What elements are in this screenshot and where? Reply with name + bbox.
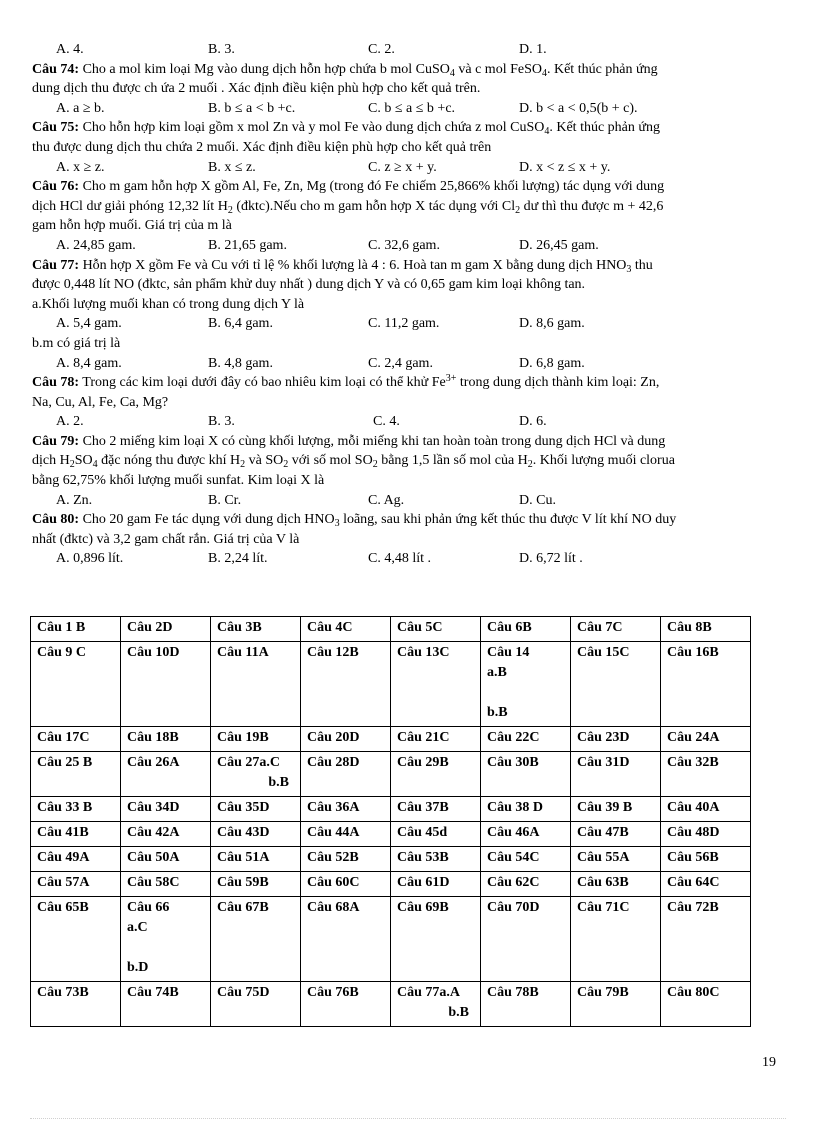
answer-cell: Câu 9 C (31, 642, 121, 727)
question-label: Câu 77: (32, 257, 80, 273)
answer-cell: Câu 33 B (31, 797, 121, 822)
table-row (31, 642, 751, 727)
option-d: D. 6,8 gam. (519, 355, 585, 371)
question-79-line-2: dịch $H_2SO_4$ đặc nóng thu được khí $H_2$ và $SO_2$ với số mol $SO_2$ bằng 1,5 lần số mol của $H_2$. Khối lượng muối clorua (32, 453, 675, 471)
answer-cell: Câu 15C (571, 642, 661, 727)
answer-cell: Câu 52B (301, 847, 391, 872)
answer-cell: Câu 37B (391, 797, 481, 822)
answer-cell: Câu 23D (571, 727, 661, 752)
table-row (31, 872, 751, 897)
question-74-line-2: dung dịch thu được ch ứa 2 muối . Xác định điều kiện phù hợp cho kết quả trên. (32, 81, 481, 97)
answer-cell: Câu 55A (571, 847, 661, 872)
question-80-line-2: nhất (đktc) và 3,2 gam chất rắn. Giá trị của V là (32, 531, 300, 547)
table-row (31, 847, 751, 872)
option-a: A. 8,4 gam. (56, 355, 122, 371)
answer-cell: Câu 45d (391, 822, 481, 847)
question-79-line-1: Câu 79: Cho 2 miếng kim loại X có cùng khối lượng, mỗi miếng khi tan hoàn toàn trong dung dịch HCl và dung (32, 433, 666, 449)
answer-cell: Câu 63B (571, 872, 661, 897)
question-76-line-2: dịch HCl dư giải phóng 12,32 lít $H_2$ (đktc).Nếu cho m gam hỗn hợp X tác dụng với $Cl_2$ dư thì thu được m + 42,6 (32, 198, 664, 216)
answer-cell-multi: Câu 14 a.B b.B (481, 642, 571, 727)
option-a: A. x ≥ z. (56, 159, 105, 175)
table-row (31, 727, 751, 752)
option-c: C. 4,48 lít . (368, 551, 432, 567)
question-77a-options (32, 314, 782, 334)
answer-cell: Câu 39 B (571, 797, 661, 822)
question-77b-options (32, 354, 782, 374)
answer-cell: Câu 22C (481, 727, 571, 752)
answer-cell: Câu 11A (211, 642, 301, 727)
answer-cell: Câu 16B (661, 642, 751, 727)
option-c: C. 4. (373, 414, 400, 430)
option-a: A. Zn. (56, 492, 93, 508)
table-row (31, 797, 751, 822)
answer-cell: Câu 78B (481, 982, 571, 1027)
table-row (31, 897, 751, 982)
option-b: B. 6,4 gam. (208, 316, 273, 332)
answer-cell: Câu 65B (31, 897, 121, 982)
question-label: Câu 78: (32, 375, 80, 391)
answer-cell: Câu 73B (31, 982, 121, 1027)
option-a: A. 5,4 gam. (56, 316, 122, 332)
option-b: B. b ≤ a < b +c. (208, 100, 296, 116)
answer-cell: Câu 1 B (31, 617, 121, 642)
answer-cell: Câu 30B (481, 752, 571, 797)
answer-cell: Câu 58C (121, 872, 211, 897)
answer-cell: Câu 50A (121, 847, 211, 872)
question-label: Câu 80: (32, 512, 80, 528)
answer-cell: Câu 71C (571, 897, 661, 982)
option-c: C. 11,2 gam. (368, 316, 440, 332)
option-b: B. 4,8 gam. (208, 355, 273, 371)
answer-cell: Câu 76B (301, 982, 391, 1027)
answer-cell: Câu 21C (391, 727, 481, 752)
question-75-options (32, 158, 782, 178)
option-d: D. x < z ≤ x + y. (519, 159, 611, 175)
answer-cell: Câu 72B (661, 897, 751, 982)
answer-cell: Câu 13C (391, 642, 481, 727)
prev-question-options (32, 40, 782, 60)
question-77-line-2: được 0,448 lít NO (đktc, sản phẩm khử duy nhất ) dung dịch Y và có 0,65 gam kim loại không tan. (32, 277, 586, 293)
answer-cell: Câu 62C (481, 872, 571, 897)
option-a: A. 4. (56, 42, 84, 57)
question-label: Câu 76: (32, 179, 80, 195)
answer-cell: Câu 41B (31, 822, 121, 847)
question-76-options (32, 236, 782, 256)
answer-cell: Câu 80C (661, 982, 751, 1027)
question-75-line-1: Câu 75: Cho hỗn hợp kim loại gồm x mol Zn và y mol Fe vào dung dịch chứa z mol CuSO$_4$. Kết thúc phản ứng (32, 120, 660, 138)
answer-cell: Câu 43D (211, 822, 301, 847)
answer-cell: Câu 34D (121, 797, 211, 822)
option-a: A. 0,896 lít. (56, 551, 124, 567)
option-c: C. 2,4 gam. (368, 355, 433, 371)
answer-cell: Câu 42A (121, 822, 211, 847)
answer-cell: Câu 36A (301, 797, 391, 822)
answer-cell: Câu 53B (391, 847, 481, 872)
option-d: D. 8,6 gam. (519, 316, 585, 332)
answer-cell: Câu 7C (571, 617, 661, 642)
table-row (31, 822, 751, 847)
answer-cell: Câu 31D (571, 752, 661, 797)
option-c: C. Ag. (368, 492, 405, 508)
question-74-line-1: Câu 74: Cho a mol kim loại Mg vào dung dịch hỗn hợp chứa b mol CuSO$_4$ và c mol FeSO$_4$. Kết thúc phản ứng (32, 61, 658, 79)
option-c: C. 32,6 gam. (368, 237, 440, 253)
answer-cell-multi: Câu 27a.C b.B (211, 752, 301, 797)
table-row (31, 752, 751, 797)
answer-cell: Câu 12B (301, 642, 391, 727)
question-77-line-1: Câu 77: Hỗn hợp X gồm Fe và Cu với tỉ lệ % khối lượng là 4 : 6. Hoà tan m gam X bằng dung dịch $HNO_3$ thu (32, 257, 653, 275)
answer-cell: Câu 32B (661, 752, 751, 797)
option-d: D. 1. (519, 42, 547, 57)
answer-cell: Câu 56B (661, 847, 751, 872)
answer-cell: Câu 8B (661, 617, 751, 642)
option-d: D. b < a < 0,5(b + c). (519, 100, 638, 116)
answer-cell: Câu 4C (301, 617, 391, 642)
option-c: C. z ≥ x + y. (368, 159, 437, 175)
answer-cell: Câu 68A (301, 897, 391, 982)
table-row (31, 982, 751, 1027)
question-77-line-4: b.m có giá trị là (32, 335, 121, 351)
question-74-options (32, 99, 782, 119)
option-b: B. x ≤ z. (208, 159, 256, 175)
answer-cell-multi: Câu 77a.A b.B (391, 982, 481, 1027)
answer-cell: Câu 57A (31, 872, 121, 897)
answer-cell: Câu 20D (301, 727, 391, 752)
answer-cell: Câu 3B (211, 617, 301, 642)
answer-cell: Câu 75D (211, 982, 301, 1027)
option-b: B. Cr. (208, 492, 242, 508)
option-a: A. a ≥ b. (56, 100, 105, 116)
answer-cell: Câu 61D (391, 872, 481, 897)
question-78-line-1: Câu 78: Trong các kim loại dưới đây có bao nhiêu kim loại có thể khử $Fe^{3+}$ trong dung dịch thành kim loại: Zn, (32, 373, 660, 391)
answer-cell: Câu 60C (301, 872, 391, 897)
option-a: A. 24,85 gam. (56, 237, 136, 253)
answer-cell: Câu 49A (31, 847, 121, 872)
question-78-options (32, 412, 782, 432)
answer-cell: Câu 28D (301, 752, 391, 797)
answer-cell: Câu 24A (661, 727, 751, 752)
answer-cell: Câu 59B (211, 872, 301, 897)
answer-cell: Câu 2D (121, 617, 211, 642)
question-75-line-2: thu được dung dịch thu chứa 2 muối. Xác định điều kiện phù hợp cho kết quả trên (32, 139, 492, 155)
question-77-line-3: a.Khối lượng muối khan có trong dung dịch Y là (32, 296, 305, 312)
option-a: A. 2. (56, 414, 84, 430)
answer-cell: Câu 64C (661, 872, 751, 897)
option-c: C. 2. (368, 42, 395, 57)
answer-cell: Câu 6B (481, 617, 571, 642)
footer-divider (30, 1118, 786, 1119)
question-80-line-1: Câu 80: Cho 20 gam Fe tác dụng với dung dịch $HNO_3$ loãng, sau khi phản ứng kết thúc thu được V lít khí NO duy (32, 512, 677, 530)
question-79-options (32, 491, 782, 511)
answer-cell: Câu 10D (121, 642, 211, 727)
option-b: B. 3. (208, 42, 235, 57)
question-80-options (32, 549, 782, 569)
answer-cell: Câu 35D (211, 797, 301, 822)
question-label: Câu 75: (32, 120, 80, 136)
answer-cell-multi: Câu 66 a.C b.D (121, 897, 211, 982)
answer-cell: Câu 26A (121, 752, 211, 797)
question-76-line-1: Câu 76: Cho m gam hỗn hợp X gồm Al, Fe, Zn, Mg (trong đó Fe chiếm 25,866% khối lượng) tác dụng với dung (32, 179, 665, 195)
question-78-line-2: Na, Cu, Al, Fe, Ca, Mg? (32, 394, 169, 410)
page-number: 19 (762, 1055, 776, 1070)
answer-cell: Câu 29B (391, 752, 481, 797)
table-row (31, 617, 751, 642)
answer-cell: Câu 40A (661, 797, 751, 822)
answer-cell: Câu 17C (31, 727, 121, 752)
answer-cell: Câu 46A (481, 822, 571, 847)
option-d: D. 6,72 lít . (519, 551, 583, 567)
option-d: D. Cu. (519, 492, 556, 508)
question-label: Câu 79: (32, 433, 80, 449)
question-79-line-3: bằng 62,75% khối lượng muối sunfat. Kim loại X là (32, 473, 325, 489)
option-d: D. 6. (519, 414, 547, 430)
answer-cell: Câu 54C (481, 847, 571, 872)
answer-cell: Câu 44A (301, 822, 391, 847)
question-content (32, 40, 782, 569)
answer-cell: Câu 19B (211, 727, 301, 752)
answer-cell: Câu 74B (121, 982, 211, 1027)
answer-cell: Câu 69B (391, 897, 481, 982)
answer-key-table (30, 616, 751, 1027)
option-c: C. b ≤ a ≤ b +c. (368, 100, 456, 116)
answer-cell: Câu 18B (121, 727, 211, 752)
option-b: B. 21,65 gam. (208, 237, 287, 253)
option-d: D. 26,45 gam. (519, 237, 599, 253)
answer-cell: Câu 70D (481, 897, 571, 982)
answer-cell: Câu 79B (571, 982, 661, 1027)
answer-cell: Câu 47B (571, 822, 661, 847)
answer-cell: Câu 5C (391, 617, 481, 642)
question-label: Câu 74: (32, 61, 80, 77)
answer-cell: Câu 38 D (481, 797, 571, 822)
answer-cell: Câu 51A (211, 847, 301, 872)
answer-cell: Câu 48D (661, 822, 751, 847)
option-b: B. 3. (208, 414, 235, 430)
option-b: B. 2,24 lít. (208, 551, 268, 567)
answer-cell: Câu 25 B (31, 752, 121, 797)
answer-cell: Câu 67B (211, 897, 301, 982)
question-76-line-3: gam hỗn hợp muối. Giá trị của m là (32, 218, 232, 234)
